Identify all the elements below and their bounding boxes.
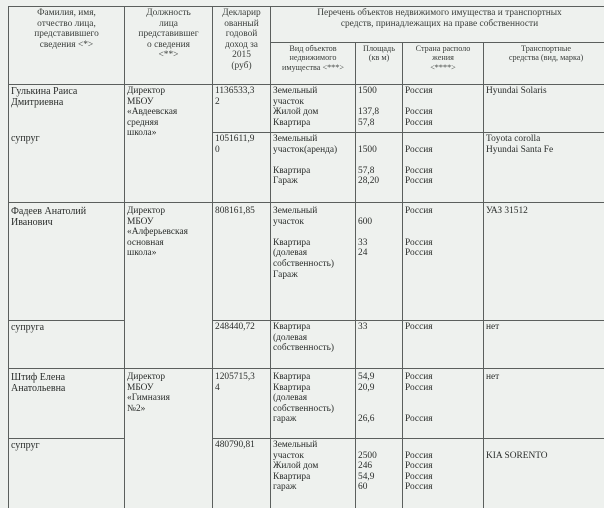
property-area: 1500 137,8 57,8	[356, 85, 403, 133]
declared-income: 1051611,9 0	[213, 133, 271, 203]
person-name: Штиф Елена Анатольевна	[9, 369, 125, 439]
property-area: 2500 246 54,9 60	[356, 439, 403, 508]
person-name: Гулькина Раиса Дмитриевна	[9, 85, 125, 203]
property-type: Земельный участок Квартира (долевая собственность) Гараж	[271, 203, 356, 321]
header-vehicles: Транспортные средства (вид, марка)	[484, 43, 604, 85]
property-country: Россия Россия Россия	[403, 133, 484, 203]
property-area: 33	[356, 321, 403, 369]
declared-income: 1136533,3 2	[213, 85, 271, 133]
header-area: Площадь (кв м)	[356, 43, 403, 85]
vehicles: KIA SORENTO	[484, 439, 604, 508]
income-declaration-table	[8, 6, 604, 508]
declared-income: 808161,85	[213, 203, 271, 321]
property-type: Земельный участок(аренда) Квартира Гараж	[271, 133, 356, 203]
table-row	[9, 369, 604, 439]
declared-income: 480790,81	[213, 439, 271, 508]
header-country: Страна располо жения <****>	[403, 43, 484, 85]
person-name: супруг	[11, 133, 40, 144]
person-position: Директор МБОУ «Гимназия №2»	[125, 369, 213, 508]
header-position: Должность лица представившег о сведения <**>	[125, 7, 213, 85]
property-area: 1500 57,8 28,20	[356, 133, 403, 203]
vehicles: нет	[484, 369, 604, 439]
table-row	[9, 321, 604, 369]
table-row	[9, 85, 604, 133]
property-type: Земельный участок Жилой дом Квартира	[271, 85, 356, 133]
header-name: Фамилия, имя, отчество лица, представившего сведения <*>	[9, 7, 125, 85]
table-row	[9, 439, 604, 508]
property-country: Россия Россия Россия	[403, 203, 484, 321]
property-area: 54,9 20,9 26,6	[356, 369, 403, 439]
header-property-list: Перечень объектов недвижимого имущества и транспортных средств, принадлежащих на праве собственности	[271, 7, 604, 43]
property-country: Россия Россия Россия	[403, 369, 484, 439]
vehicles: нет	[484, 321, 604, 369]
property-country: Россия	[403, 321, 484, 369]
person-position: Директор МБОУ «Алферьевская основная школа»	[125, 203, 213, 369]
vehicles: Toyota corolla Hyundai Santa Fe	[484, 133, 604, 203]
table-row	[9, 203, 604, 321]
declared-income: 248440,72	[213, 321, 271, 369]
property-country: Россия Россия Россия	[403, 85, 484, 133]
person-name: супруга	[9, 321, 125, 369]
property-type: Квартира Квартира (долевая собственность) гараж	[271, 369, 356, 439]
header-property-type: Вид объектов недвижимого имущества <***>	[271, 43, 356, 85]
person-position: Директор МБОУ «Авдеевская средняя школа»	[125, 85, 213, 203]
header-income: Декларир ованный годовой доход за 2015 (руб)	[213, 7, 271, 85]
vehicles: УАЗ 31512	[484, 203, 604, 321]
property-type: Квартира (долевая собственность)	[271, 321, 356, 369]
property-area: 600 33 24	[356, 203, 403, 321]
person-name: супруг	[9, 439, 125, 508]
property-type: Земельный участок Жилой дом Квартира гараж	[271, 439, 356, 508]
person-name: Фадеев Анатолий Иванович	[9, 203, 125, 321]
vehicles: Hyundai Solaris	[484, 85, 604, 133]
property-country: Россия Россия Россия Россия	[403, 439, 484, 508]
declared-income: 1205715,3 4	[213, 369, 271, 439]
